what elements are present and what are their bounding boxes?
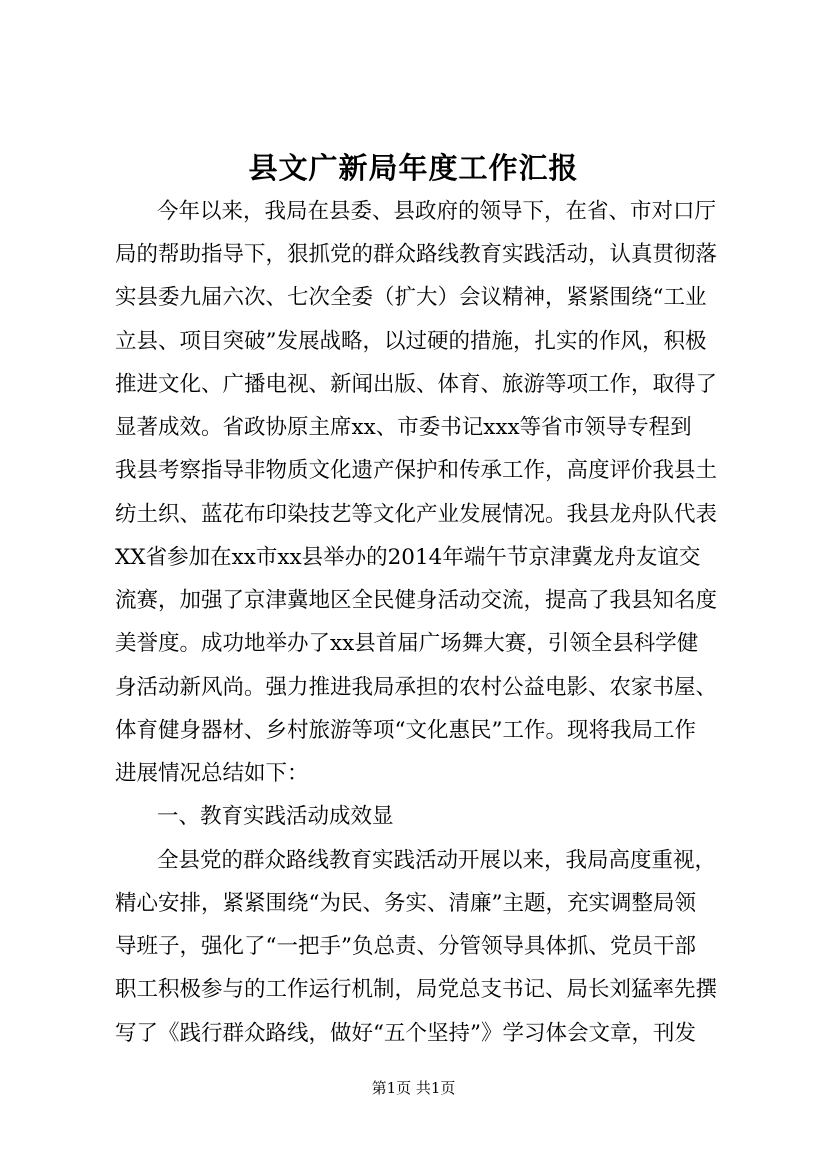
body-line-6: 显著成效。省政协原主席xx、市委书记xxx等省市领导专程到 [115,415,692,440]
body-line-16: 全县党的群众路线教育实践活动开展以来，我局高度重视， [157,848,717,873]
page-footer: 第1页 共1页 [371,1079,456,1097]
body-line-18: 导班子，强化了“一把手”负总责、分管领导具体抓、党员干部 [115,934,696,959]
body-line-1: 今年以来，我局在县委、县政府的领导下，在省、市对口厅 [157,199,717,224]
body-line-13: 体育健身器材、乡村旅游等项“文化惠民”工作。现将我局工作 [115,718,696,743]
body-line-19: 职工积极参与的工作运行机制，局党总支书记、局长刘猛率先撰 [115,977,718,1002]
document-title: 县文广新局年度工作汇报 [248,151,579,185]
body-line-17: 精心安排，紧紧围绕“为民、务实、清廉”主题，充实调整局领 [115,891,696,916]
section-heading-1: 一、教育实践活动成效显 [157,804,394,829]
body-line-8: 纺土织、蓝花布印染技艺等文化产业发展情况。我县龙舟队代表 [115,502,718,527]
body-line-3: 实县委九届六次、七次全委（扩大）会议精神，紧紧围绕“工业 [115,285,707,310]
body-line-11: 美誉度。成功地举办了xx县首届广场舞大赛，引领全县科学健 [115,631,699,656]
body-line-12: 身活动新风尚。强力推进我局承担的农村公益电影、农家书屋、 [115,675,718,700]
body-line-9: XX省参加在xx市xx县举办的2014年端午节京津冀龙舟友谊交 [115,545,701,570]
body-line-14: 进展情况总结如下： [115,761,309,786]
body-line-2: 局的帮助指导下，狠抓党的群众路线教育实践活动，认真贯彻落 [115,242,718,267]
body-line-7: 我县考察指导非物质文化遗产保护和传承工作，高度评价我县土 [115,458,718,483]
body-line-20: 写了《践行群众路线，做好“五个坚持”》学习体会文章，刊发 [115,1021,696,1046]
body-line-10: 流赛，加强了京津冀地区全民健身活动交流，提高了我县知名度 [115,588,718,613]
body-line-5: 推进文化、广播电视、新闻出版、体育、旅游等项工作，取得了 [115,372,718,397]
body-line-4: 立县、项目突破”发展战略，以过硬的措施，扎实的作风，积极 [115,329,707,354]
